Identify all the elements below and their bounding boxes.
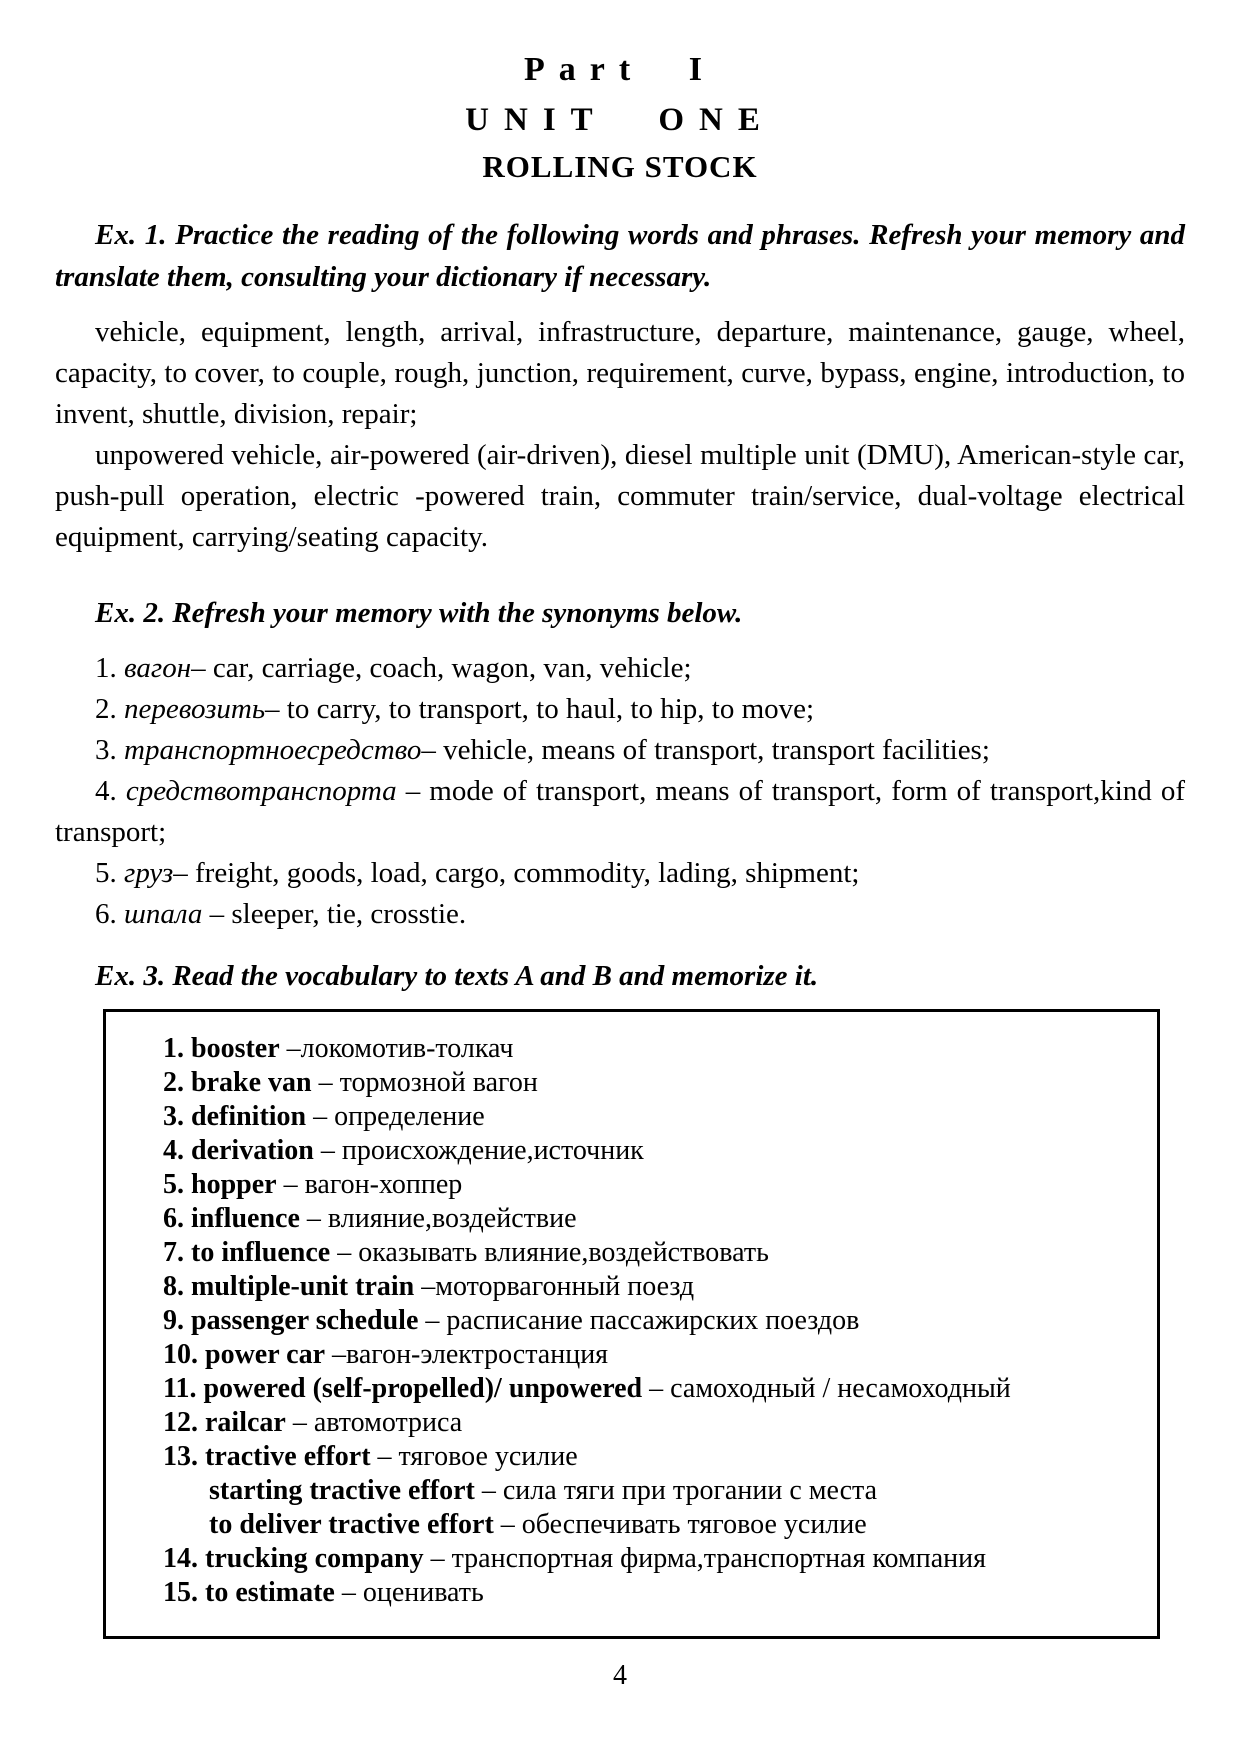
english-synonyms: – vehicle, means of transport, transport facilities;	[421, 734, 990, 766]
english-synonyms: – car, carriage, coach, wagon, van, vehicle;	[191, 652, 692, 684]
ex1-word-list-paragraph-1: vehicle, equipment, length, arrival, infrastructure, departure, maintenance, gauge, wheel, capacity, to cover, to couple, rough, junction, requirement, curve, bypass, engine, introduction, to invent, shuttle, division, repair;	[55, 316, 1185, 430]
vocab-translation: – расписание пассажирских поездов	[418, 1305, 860, 1336]
ex3-heading: Ex. 3. Read the vocabulary to texts A and B and memorize it.	[95, 960, 819, 992]
vocab-translation: – автомотриса	[285, 1407, 463, 1438]
vocab-entry-4	[163, 1134, 1139, 1168]
vocab-entry-1	[163, 1032, 1139, 1066]
english-synonyms: – freight, goods, load, cargo, commodity, lading, shipment;	[173, 857, 860, 889]
vocab-translation: – оказывать влияние,воздействовать	[330, 1237, 769, 1268]
vocab-translation: – влияние,воздействие	[299, 1203, 577, 1234]
russian-term: перевозить	[124, 693, 266, 725]
synonym-item-2	[55, 689, 1185, 730]
russian-term: средствотранспорта	[125, 775, 397, 807]
vocab-entry-8	[163, 1270, 1139, 1304]
vocab-translation: – тормозной вагон	[311, 1067, 538, 1098]
vocab-translation: – обеспечивать тяговое усилие	[493, 1509, 867, 1540]
item-number: 2.	[95, 693, 117, 725]
ex2-heading: Ex. 2. Refresh your memory with the synonyms below.	[95, 597, 743, 629]
vocab-translation: – вагон-хоппер	[276, 1169, 463, 1200]
vocab-subentry-13b	[163, 1508, 1139, 1542]
vocab-subentry-13a	[163, 1474, 1139, 1508]
vocab-term: 3. definition	[163, 1101, 307, 1132]
russian-term: груз	[124, 857, 174, 889]
vocab-term: 9. passenger schedule	[163, 1305, 419, 1336]
vocab-entry-12	[163, 1406, 1139, 1440]
ex1-heading: Ex. 1. Practice the reading of the following words and phrases. Refresh your memory and translate them, consulting your dictionary if necessary.	[55, 219, 1185, 293]
synonym-item-6	[55, 894, 1185, 935]
vocab-term: 15. to estimate	[163, 1577, 335, 1608]
russian-term: шпала	[124, 898, 203, 930]
vocab-entry-14	[163, 1542, 1139, 1576]
vocab-term: 2. brake van	[163, 1067, 312, 1098]
page-number: 4	[613, 1660, 627, 1691]
vocab-entry-2	[163, 1066, 1139, 1100]
vocab-term: 13. tractive effort	[163, 1441, 371, 1472]
synonym-item-4	[55, 771, 1185, 853]
vocab-translation: – самоходный / несамоходный	[642, 1373, 1011, 1404]
vocab-term: starting tractive effort	[209, 1475, 475, 1506]
vocab-translation: –моторвагонный поезд	[414, 1271, 695, 1302]
vocab-translation: – транспортная фирма,транспортная компания	[423, 1543, 986, 1574]
vocab-entry-9	[163, 1304, 1139, 1338]
vocab-term: 10. power car	[163, 1339, 325, 1370]
part-title: Part I	[524, 51, 716, 88]
vocab-entry-11	[163, 1372, 1139, 1406]
vocab-entry-15	[163, 1576, 1139, 1610]
english-synonyms: – sleeper, tie, crosstie.	[202, 898, 467, 930]
item-number: 3.	[95, 734, 117, 766]
vocab-term: 11. powered (self-propelled)/ unpowered	[163, 1373, 643, 1404]
english-synonyms: – mode of transport, means of transport, form of transport,kind of transport;	[55, 775, 1185, 848]
vocab-entry-5	[163, 1168, 1139, 1202]
vocab-term: 7. to influence	[163, 1237, 331, 1268]
ex1-word-list-paragraph-2: unpowered vehicle, air-powered (air-driven), diesel multiple unit (DMU), American-style car, push-pull operation, electric -powered train, commuter train/service, dual-voltage electrical equipment, carrying/seating capacity.	[55, 439, 1185, 553]
unit-subtitle: ROLLING STOCK	[482, 149, 758, 184]
item-number: 1.	[95, 652, 117, 684]
vocab-term: 1. booster	[163, 1033, 280, 1064]
synonym-item-5	[55, 853, 1185, 894]
item-number: 4.	[95, 775, 117, 807]
vocab-entry-13	[163, 1440, 1139, 1474]
russian-term: вагон	[124, 652, 192, 684]
vocab-term: 14. trucking company	[163, 1543, 424, 1574]
vocab-translation: – сила тяги при трогании с места	[474, 1475, 878, 1506]
vocab-term: 5. hopper	[163, 1169, 277, 1200]
vocab-term: 6. influence	[163, 1203, 300, 1234]
vocab-term: 12. railcar	[163, 1407, 286, 1438]
vocab-translation: –вагон-электростанция	[325, 1339, 609, 1370]
synonym-item-3	[55, 730, 1185, 771]
vocab-entry-6	[163, 1202, 1139, 1236]
vocab-translation: –локомотив-толкач	[279, 1033, 514, 1064]
vocab-translation: – тяговое усилие	[370, 1441, 578, 1472]
synonym-item-1	[55, 648, 1185, 689]
vocab-term: to deliver tractive effort	[209, 1509, 494, 1540]
item-number: 6.	[95, 898, 117, 930]
vocab-term: 8. multiple-unit train	[163, 1271, 415, 1302]
item-number: 5.	[95, 857, 117, 889]
vocab-translation: – определение	[306, 1101, 485, 1132]
vocab-translation: – происхождение,источник	[313, 1135, 644, 1166]
vocab-translation: – оценивать	[334, 1577, 484, 1608]
russian-term: транспортноесредство	[124, 734, 422, 766]
vocabulary-box	[103, 1009, 1160, 1639]
unit-title: UNIT ONE	[465, 102, 775, 138]
synonym-list	[55, 648, 1185, 935]
vocab-term: 4. derivation	[163, 1135, 314, 1166]
english-synonyms: – to carry, to transport, to haul, to hip, to move;	[265, 693, 815, 725]
vocab-entry-7	[163, 1236, 1139, 1270]
vocab-entry-3	[163, 1100, 1139, 1134]
vocab-entry-10	[163, 1338, 1139, 1372]
